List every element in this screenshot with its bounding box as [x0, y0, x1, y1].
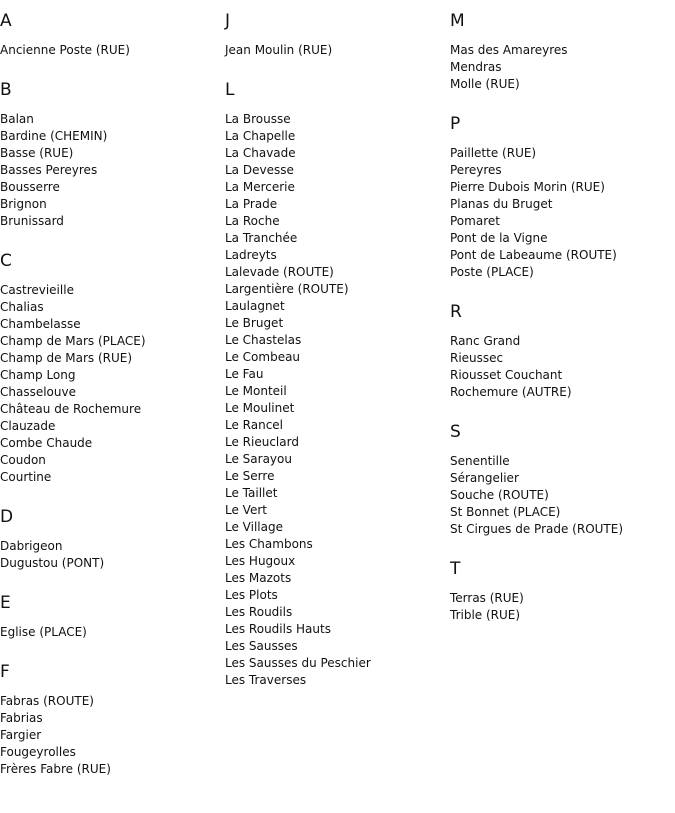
street-name-item[interactable]: Les Plots [225, 588, 278, 602]
street-name-item[interactable]: Chalias [0, 300, 44, 314]
street-name-item[interactable]: Lalevade (ROUTE) [225, 265, 334, 279]
letter-group [225, 80, 450, 689]
street-name-item[interactable]: Pont de la Vigne [450, 231, 548, 245]
street-name-item[interactable]: La Brousse [225, 112, 291, 126]
street-name-item[interactable]: Clauzade [0, 419, 56, 433]
letter-group [450, 559, 675, 624]
street-name-item[interactable]: Bardine (CHEMIN) [0, 129, 108, 143]
section-letter-heading: C [0, 251, 12, 271]
street-name-item[interactable]: La Prade [225, 197, 278, 211]
section-letter-heading: M [450, 11, 465, 31]
street-name-item[interactable]: Laulagnet [225, 299, 285, 313]
street-name-item[interactable]: St Bonnet (PLACE) [450, 505, 561, 519]
street-name-item[interactable]: Fabrias [0, 711, 43, 725]
section-letter-heading: J [225, 11, 231, 31]
street-name-item[interactable]: Molle (RUE) [450, 77, 520, 91]
street-name-item[interactable]: Combe Chaude [0, 436, 93, 450]
street-name-item[interactable]: Souche (ROUTE) [450, 488, 549, 502]
street-index-column-3 [450, 0, 675, 624]
street-name-item[interactable]: Paillette (RUE) [450, 146, 537, 160]
street-name-item[interactable]: Planas du Bruget [450, 197, 553, 211]
street-index-column-2 [225, 0, 450, 689]
street-name-item[interactable]: Pereyres [450, 163, 502, 177]
street-name-item[interactable]: Brunissard [0, 214, 64, 228]
street-name-item[interactable]: Pont de Labeaume (ROUTE) [450, 248, 617, 262]
section-letter-heading: L [225, 80, 235, 100]
street-name-item[interactable]: Le Fau [225, 367, 264, 381]
street-name-item[interactable]: Pierre Dubois Morin (RUE) [450, 180, 605, 194]
street-name-item[interactable]: Sérangelier [450, 471, 519, 485]
letter-group [0, 80, 225, 230]
letter-group [450, 11, 675, 93]
street-name-item[interactable]: Courtine [0, 470, 52, 484]
street-name-item[interactable]: Jean Moulin (RUE) [225, 43, 333, 57]
street-name-item[interactable]: La Mercerie [225, 180, 295, 194]
section-letter-heading: A [0, 11, 12, 31]
street-name-item[interactable]: Chasselouve [0, 385, 76, 399]
street-name-item[interactable]: Basses Pereyres [0, 163, 98, 177]
street-name-item[interactable]: Mendras [450, 60, 502, 74]
street-name-item[interactable]: Les Traverses [225, 673, 307, 687]
street-name-item[interactable]: Frères Fabre (RUE) [0, 762, 111, 776]
street-name-item[interactable]: Eglise (PLACE) [0, 625, 87, 639]
street-name-item[interactable]: Coudon [0, 453, 46, 467]
street-name-item[interactable]: Brignon [0, 197, 47, 211]
street-name-item[interactable]: Fabras (ROUTE) [0, 694, 94, 708]
street-name-item[interactable]: La Devesse [225, 163, 294, 177]
street-name-item[interactable]: Dabrigeon [0, 539, 63, 553]
street-name-item[interactable]: Ranc Grand [450, 334, 521, 348]
street-name-item[interactable]: Le Village [225, 520, 283, 534]
street-name-item[interactable]: Rochemure (AUTRE) [450, 385, 572, 399]
street-index-column-1 [0, 0, 225, 778]
street-name-item[interactable]: Les Roudils [225, 605, 293, 619]
section-letter-heading: F [0, 662, 10, 682]
street-name-item[interactable]: Les Sausses du Peschier [225, 656, 371, 670]
street-name-item[interactable]: Le Combeau [225, 350, 301, 364]
letter-group [450, 302, 675, 401]
letter-group [0, 507, 225, 572]
street-name-item[interactable]: Les Hugoux [225, 554, 296, 568]
street-name-item[interactable]: Rieussec [450, 351, 504, 365]
street-name-item[interactable]: Chambelasse [0, 317, 81, 331]
street-name-item[interactable]: Basse (RUE) [0, 146, 74, 160]
street-name-item[interactable]: La Roche [225, 214, 280, 228]
section-letter-heading: S [450, 422, 461, 442]
street-name-item[interactable]: Le Taillet [225, 486, 278, 500]
street-name-item[interactable]: La Chavade [225, 146, 296, 160]
street-name-item[interactable]: Les Chambons [225, 537, 313, 551]
street-name-item[interactable]: Bousserre [0, 180, 60, 194]
street-name-item[interactable]: Castrevieille [0, 283, 74, 297]
section-letter-heading: R [450, 302, 462, 322]
street-name-item[interactable]: La Chapelle [225, 129, 296, 143]
street-name-item[interactable]: Pomaret [450, 214, 500, 228]
street-name-item[interactable]: Le Bruget [225, 316, 284, 330]
street-name-item[interactable]: Le Rieuclard [225, 435, 299, 449]
street-name-item[interactable]: Château de Rochemure [0, 402, 142, 416]
street-name-item[interactable]: Le Chastelas [225, 333, 302, 347]
street-name-item[interactable]: Le Rancel [225, 418, 284, 432]
section-letter-heading: P [450, 114, 461, 134]
letter-group [450, 114, 675, 281]
letter-group [0, 11, 225, 59]
street-name-item[interactable]: Fargier [0, 728, 42, 742]
street-name-item[interactable]: Ancienne Poste (RUE) [0, 43, 130, 57]
street-name-item[interactable]: Balan [0, 112, 34, 126]
street-name-item[interactable]: Le Sarayou [225, 452, 292, 466]
section-letter-heading: E [0, 593, 11, 613]
letter-group [225, 11, 450, 59]
street-name-item[interactable]: Poste (PLACE) [450, 265, 534, 279]
section-letter-heading: B [0, 80, 12, 100]
letter-group [0, 662, 225, 778]
street-name-item[interactable]: Champ de Mars (RUE) [0, 351, 133, 365]
street-name-item[interactable]: Champ de Mars (PLACE) [0, 334, 146, 348]
street-name-item[interactable]: Riousset Couchant [450, 368, 563, 382]
street-name-item[interactable]: Le Serre [225, 469, 275, 483]
street-name-item[interactable]: Trible (RUE) [450, 608, 521, 622]
street-name-item[interactable]: Les Sausses [225, 639, 298, 653]
street-name-item[interactable]: Mas des Amareyres [450, 43, 568, 57]
letter-group [0, 251, 225, 486]
letter-group [450, 422, 675, 538]
street-name-item[interactable]: Le Vert [225, 503, 267, 517]
street-name-item[interactable]: Le Monteil [225, 384, 287, 398]
street-name-item[interactable]: Ladreyts [225, 248, 277, 262]
street-name-item[interactable]: Senentille [450, 454, 510, 468]
street-name-item[interactable]: La Tranchée [225, 231, 298, 245]
street-name-item[interactable]: Terras (RUE) [450, 591, 524, 605]
street-name-item[interactable]: Champ Long [0, 368, 76, 382]
street-name-item[interactable]: Largentière (ROUTE) [225, 282, 349, 296]
section-letter-heading: D [0, 507, 14, 527]
street-name-item[interactable]: Le Moulinet [225, 401, 295, 415]
street-name-item[interactable]: Les Mazots [225, 571, 292, 585]
street-name-item[interactable]: St Cirgues de Prade (ROUTE) [450, 522, 624, 536]
street-name-item[interactable]: Fougeyrolles [0, 745, 76, 759]
section-letter-heading: T [450, 559, 461, 579]
street-name-item[interactable]: Les Roudils Hauts [225, 622, 331, 636]
street-name-item[interactable]: Dugustou (PONT) [0, 556, 105, 570]
letter-group [0, 593, 225, 641]
